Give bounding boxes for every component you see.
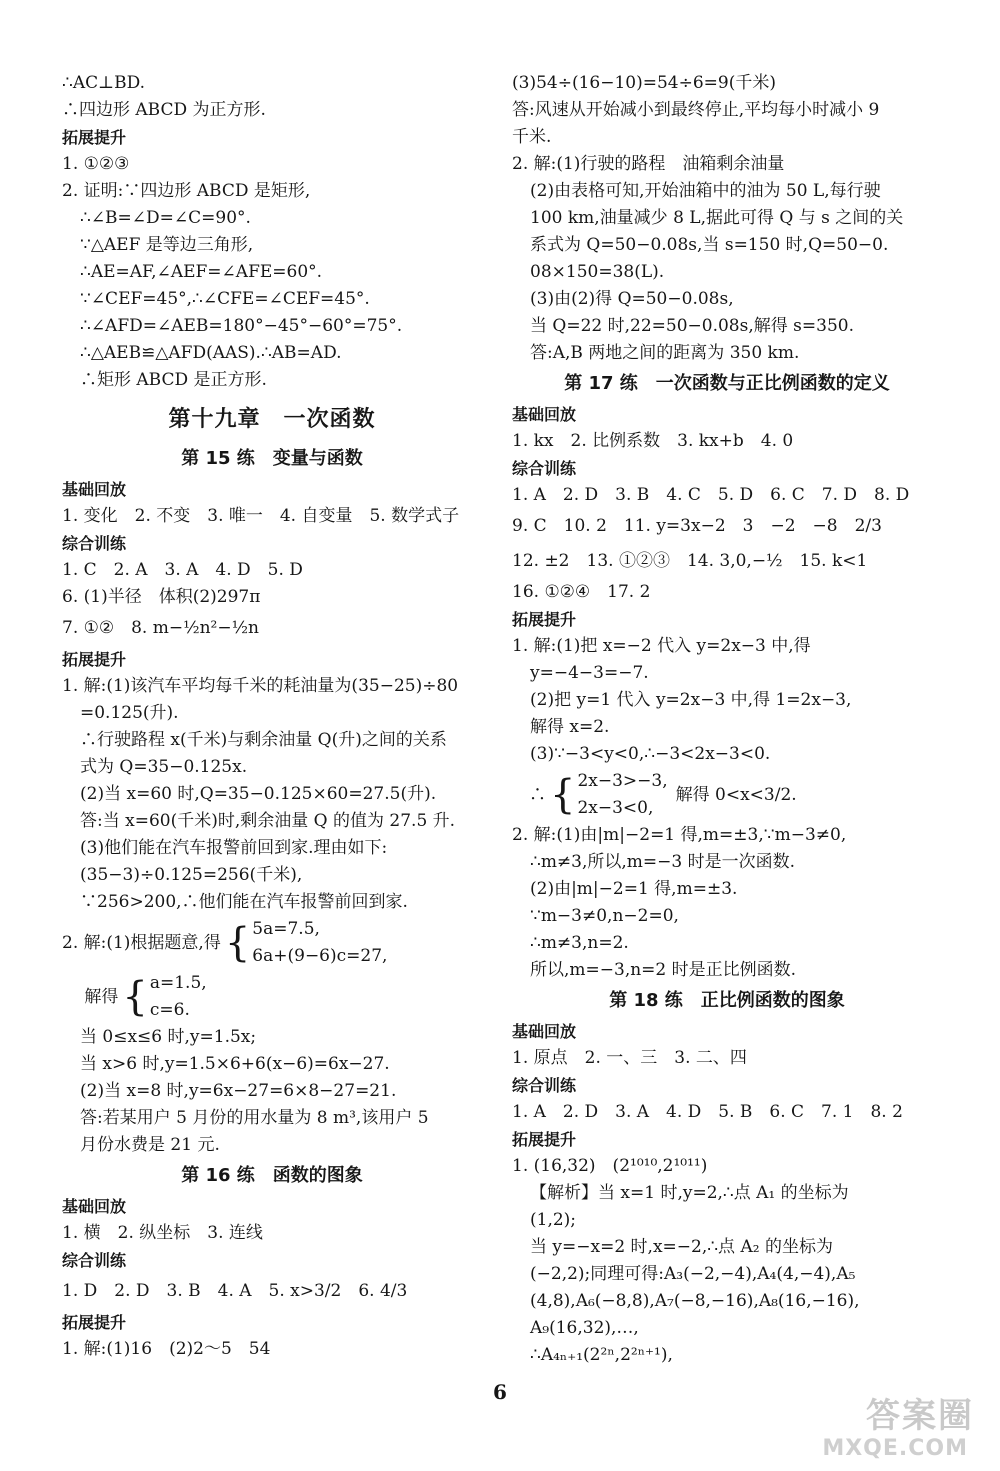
text-line: 1. 解:(1)该汽车平均每千米的耗油量为(35−25)÷80 — [62, 676, 459, 696]
text-line: 答:风速从开始减小到最终停止,平均每小时减小 9 — [512, 100, 880, 120]
text-line: 当 Q=22 时,22=50−0.08s,解得 s=350. — [530, 316, 854, 336]
text-line: 9. C 10. 2 11. y=3x−2 3 −2 −8 2/3 — [512, 516, 882, 536]
text-line: (2)由|m|−2=1 得,m=±3. — [530, 879, 738, 899]
section-heading: 综合训练 — [62, 534, 127, 553]
text-line: ∵m−3≠0,n−2=0, — [530, 906, 679, 926]
text-line: 2. 证明:∵四边形 ABCD 是矩形, — [62, 181, 311, 201]
text-line: 1. 横 2. 纵坐标 3. 连线 — [62, 1223, 263, 1243]
text-line: (3)他们能在汽车报警前回到家.理由如下: — [80, 838, 388, 858]
equation-line: a=1.5, — [149, 973, 207, 993]
text-line: ∵△AEF 是等边三角形, — [80, 235, 254, 255]
equation-line: 2x−3>−3, — [577, 771, 668, 791]
text-line: (−2,2);同理可得:A₃(−2,−4),A₄(4,−4),A₅ — [530, 1264, 856, 1284]
text-line: 答:A,B 两地之间的距离为 350 km. — [530, 343, 800, 363]
text-line: (35−3)÷0.125=256(千米), — [80, 865, 303, 885]
text-line: 12. ±2 13. ①②③ 14. 3,0,−½ 15. k<1 — [512, 551, 868, 571]
section-heading: 拓展提升 — [512, 1130, 577, 1149]
text-line: ∵∠CEF=45°,∴∠CFE=∠CEF=45°. — [80, 289, 370, 309]
lesson-title: 第 17 练 一次函数与正比例函数的定义 — [564, 373, 890, 394]
text-line: 1. kx 2. 比例系数 3. kx+b 4. 0 — [512, 431, 794, 451]
system-lead: 解得 — [62, 986, 119, 1007]
text-line: 1. ①②③ — [62, 154, 130, 174]
brace-symbol: { — [224, 920, 251, 966]
text-line: (3)由(2)得 Q=50−0.08s, — [530, 289, 734, 309]
section-heading: 基础回放 — [62, 1197, 127, 1216]
text-line: ∴∠B=∠D=∠C=90°. — [80, 208, 251, 228]
text-line: ∴m≠3,所以,m=−3 时是一次函数. — [530, 852, 796, 872]
text-line: 解得 x=2. — [530, 717, 610, 737]
text-line: ∴A₄ₙ₊₁(2²ⁿ,2²ⁿ⁺¹), — [530, 1345, 673, 1365]
text-line: 2. 解:(1)由|m|−2=1 得,m=±3,∵m−3≠0, — [512, 825, 847, 845]
text-line: (3)∵−3<y<0,∴−3<2x−3<0. — [530, 744, 771, 764]
text-line: 08×150=38(L). — [530, 262, 665, 282]
text-line: 6. (1)半径 体积(2)297π — [62, 587, 261, 607]
equation-system — [62, 916, 482, 970]
equation-line: 5a=7.5, — [252, 919, 320, 939]
text-line: 1. D 2. D 3. B 4. A 5. x>3/2 6. 4/3 — [62, 1281, 408, 1301]
text-line: ∴AC⊥BD. — [62, 73, 146, 93]
system-equations — [150, 970, 207, 1024]
equation-line: c=6. — [149, 1000, 190, 1020]
text-line: 答:当 x=60(千米)时,剩余油量 Q 的值为 27.5 升. — [80, 811, 456, 831]
text-line: (2)当 x=8 时,y=6x−27=6×8−27=21. — [80, 1081, 397, 1101]
system-equations — [252, 916, 387, 970]
text-line: 100 km,油量减少 8 L,据此可得 Q 与 s 之间的关 — [530, 208, 904, 228]
section-heading: 拓展提升 — [512, 610, 577, 629]
text-line: 【解析】当 x=1 时,y=2,∴点 A₁ 的坐标为 — [530, 1183, 849, 1203]
text-line: ∴m≠3,n=2. — [530, 933, 629, 953]
equation-line: 2x−3<0, — [577, 798, 654, 818]
text-line: ∵256>200,∴他们能在汽车报警前回到家. — [80, 892, 408, 912]
section-heading: 基础回放 — [512, 405, 577, 424]
text-line: ∴△AEB≌△AFD(AAS).∴AB=AD. — [80, 343, 342, 363]
equation-line: 6a+(9−6)c=27, — [252, 946, 388, 966]
text-line: 1. 解:(1)16 (2)2～5 54 — [62, 1339, 271, 1359]
watermark-url: MXQE.COM — [822, 1436, 968, 1461]
text-line: (2)把 y=1 代入 y=2x−3 中,得 1=2x−3, — [530, 690, 852, 710]
text-line: (2)由表格可知,开始油箱中的油为 50 L,每行驶 — [530, 181, 881, 201]
chapter-title: 第十九章 一次函数 — [168, 407, 376, 432]
text-line: 月份水费是 21 元. — [80, 1135, 220, 1155]
text-line: (3)54÷(16−10)=54÷6=9(千米) — [512, 73, 776, 93]
section-heading: 拓展提升 — [62, 1313, 127, 1332]
watermark-text: 答案圈 — [866, 1396, 974, 1436]
system-result: 解得 0<x<3/2. — [675, 784, 797, 805]
brace-symbol: { — [550, 772, 576, 818]
equation-system — [512, 768, 942, 822]
text-line: 当 y=−x=2 时,x=−2,∴点 A₂ 的坐标为 — [530, 1237, 833, 1257]
text-line: 1. A 2. D 3. A 4. D 5. B 6. C 7. 1 8. 2 — [512, 1102, 903, 1122]
text-line: y=−4−3=−7. — [530, 663, 649, 683]
text-line: 1. 变化 2. 不变 3. 唯一 4. 自变量 5. 数学式子 — [62, 506, 460, 526]
text-line: 1. C 2. A 3. A 4. D 5. D — [62, 560, 303, 580]
text-line: 1. 解:(1)把 x=−2 代入 y=2x−3 中,得 — [512, 636, 811, 656]
section-heading: 拓展提升 — [62, 650, 127, 669]
text-line: 当 0≤x≤6 时,y=1.5x; — [80, 1027, 257, 1047]
section-heading: 拓展提升 — [62, 128, 127, 147]
text-line: ∴行驶路程 x(千米)与剩余油量 Q(升)之间的关系 — [80, 730, 447, 750]
section-heading: 综合训练 — [512, 1076, 577, 1095]
text-line: A₉(16,32),…, — [530, 1318, 639, 1338]
system-lead: 2. 解:(1)根据题意,得 — [62, 932, 221, 953]
text-line: 当 x>6 时,y=1.5×6+6(x−6)=6x−27. — [80, 1054, 390, 1074]
text-line: ∴∠AFD=∠AEB=180°−45°−60°=75°. — [80, 316, 403, 336]
text-line: 1. 原点 2. 一、三 3. 二、四 — [512, 1048, 747, 1068]
text-line: 2. 解:(1)行驶的路程 油箱剩余油量 — [512, 154, 785, 174]
text-line: ∴AE=AF,∠AEF=∠AFE=60°. — [80, 262, 323, 282]
equation-system — [62, 970, 482, 1024]
text-line: =0.125(升). — [80, 703, 179, 723]
text-line: 式为 Q=35−0.125x. — [80, 757, 248, 777]
text-line: 1. (16,32) (2¹⁰¹⁰,2¹⁰¹¹) — [512, 1156, 708, 1176]
section-heading: 基础回放 — [62, 480, 127, 499]
text-line: (1,2); — [530, 1210, 577, 1230]
text-line: (2)当 x=60 时,Q=35−0.125×60=27.5(升). — [80, 784, 437, 804]
system-lead: ∴ — [512, 784, 546, 805]
page-number: 6 — [493, 1380, 507, 1404]
text-line: (4,8),A₆(−8,8),A₇(−8,−16),A₈(16,−16), — [530, 1291, 860, 1311]
brace-symbol: { — [122, 974, 148, 1020]
right-column — [512, 70, 942, 1369]
text-line: 千米. — [512, 127, 552, 147]
lesson-title: 第 16 练 函数的图象 — [181, 1165, 363, 1186]
section-heading: 综合训练 — [62, 1251, 127, 1270]
left-column — [62, 70, 482, 1363]
text-line: 系式为 Q=50−0.08s,当 s=150 时,Q=50−0. — [530, 235, 889, 255]
lesson-title: 第 15 练 变量与函数 — [181, 448, 363, 469]
section-heading: 综合训练 — [512, 459, 577, 478]
text-line: 答:若某用户 5 月份的用水量为 8 m³,该用户 5 — [80, 1108, 429, 1128]
watermark-logo — [754, 1388, 974, 1468]
system-equations — [577, 768, 667, 822]
text-line: 16. ①②④ 17. 2 — [512, 582, 651, 602]
lesson-title: 第 18 练 正比例函数的图象 — [609, 990, 845, 1011]
text-line: 7. ①② 8. m−½n²−½n — [62, 618, 260, 638]
text-line: 所以,m=−3,n=2 时是正比例函数. — [530, 960, 797, 980]
section-heading: 基础回放 — [512, 1022, 577, 1041]
text-line: 1. A 2. D 3. B 4. C 5. D 6. C 7. D 8. D — [512, 485, 910, 505]
text-line: ∴矩形 ABCD 是正方形. — [80, 370, 267, 390]
text-line: ∴四边形 ABCD 为正方形. — [62, 100, 266, 120]
